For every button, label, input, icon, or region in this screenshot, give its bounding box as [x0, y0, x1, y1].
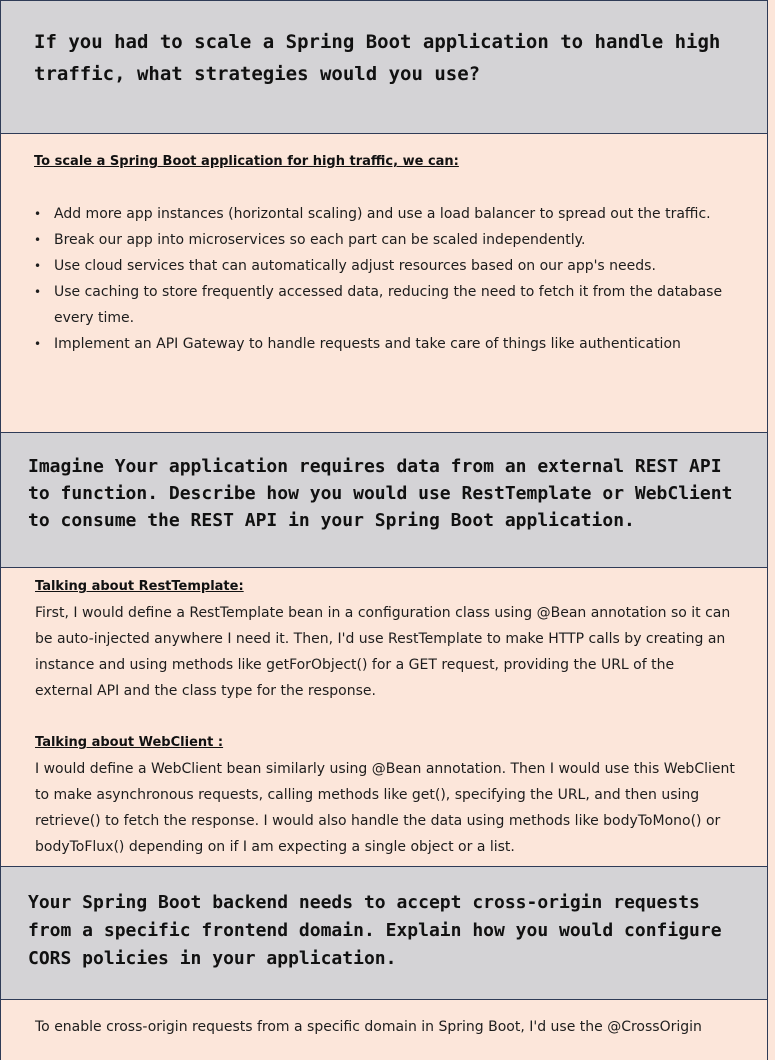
question-box-scaling: [0, 0, 768, 134]
answer-box-cors: [0, 1000, 768, 1060]
list-item: • Use cloud services that can automatically adjust resources based on our app's needs.: [34, 253, 724, 279]
cors-answer-paragraph: To enable cross-origin requests from a specific domain in Spring Boot, I'd use the @CrossOrigin: [35, 1019, 702, 1035]
list-item: • Break our app into microservices so each part can be scaled independently.: [34, 227, 724, 253]
list-item: • Implement an API Gateway to handle requests and take care of things like authentication: [34, 331, 724, 357]
list-item: • Add more app instances (horizontal scaling) and use a load balancer to spread out the traffic.: [34, 201, 724, 227]
answer-box-scaling: [0, 134, 768, 432]
answer-heading-scaling: To scale a Spring Boot application for high traffic, we can:: [34, 154, 459, 169]
question-text-rest-api: Imagine Your application requires data from an external REST API to function. Describe how you would use RestTemplate or WebClient to consume the REST API in your Spring Boot application.: [28, 456, 733, 531]
question-box-rest-api: [0, 432, 768, 568]
webclient-paragraph: I would define a WebClient bean similarly using @Bean annotation. Then I would use this WebClient to make asynchronous requests, calling methods like get(), specifying the URL, and then using retrieve() to fetch the response. I would also handle the data using methods like bodyToMono() or bodyToFlux() depending on if I am expecting a single object or a list.: [35, 761, 735, 855]
list-item: • Use caching to store frequently accessed data, reducing the need to fetch it from the database every time.: [34, 279, 724, 331]
resttemplate-paragraph: First, I would define a RestTemplate bean in a configuration class using @Bean annotation so it can be auto-injected anywhere I need it. Then, I'd use RestTemplate to make HTTP calls by creating an instance and using methods like getForObject() for a GET request, providing the URL of the external API and the class type for the response.: [35, 605, 731, 699]
question-text-cors: Your Spring Boot backend needs to accept cross-origin requests from a specific frontend domain. Explain how you would configure CORS policies in your application.: [28, 892, 722, 969]
webclient-heading: Talking about WebClient :: [35, 735, 224, 750]
strategy-list: [34, 201, 724, 357]
question-box-cors: [0, 866, 768, 1000]
question-text-scaling: If you had to scale a Spring Boot application to handle high traffic, what strategies would you use?: [34, 31, 721, 85]
resttemplate-heading: Talking about RestTemplate:: [35, 579, 244, 594]
answer-box-rest-api: [0, 568, 768, 866]
